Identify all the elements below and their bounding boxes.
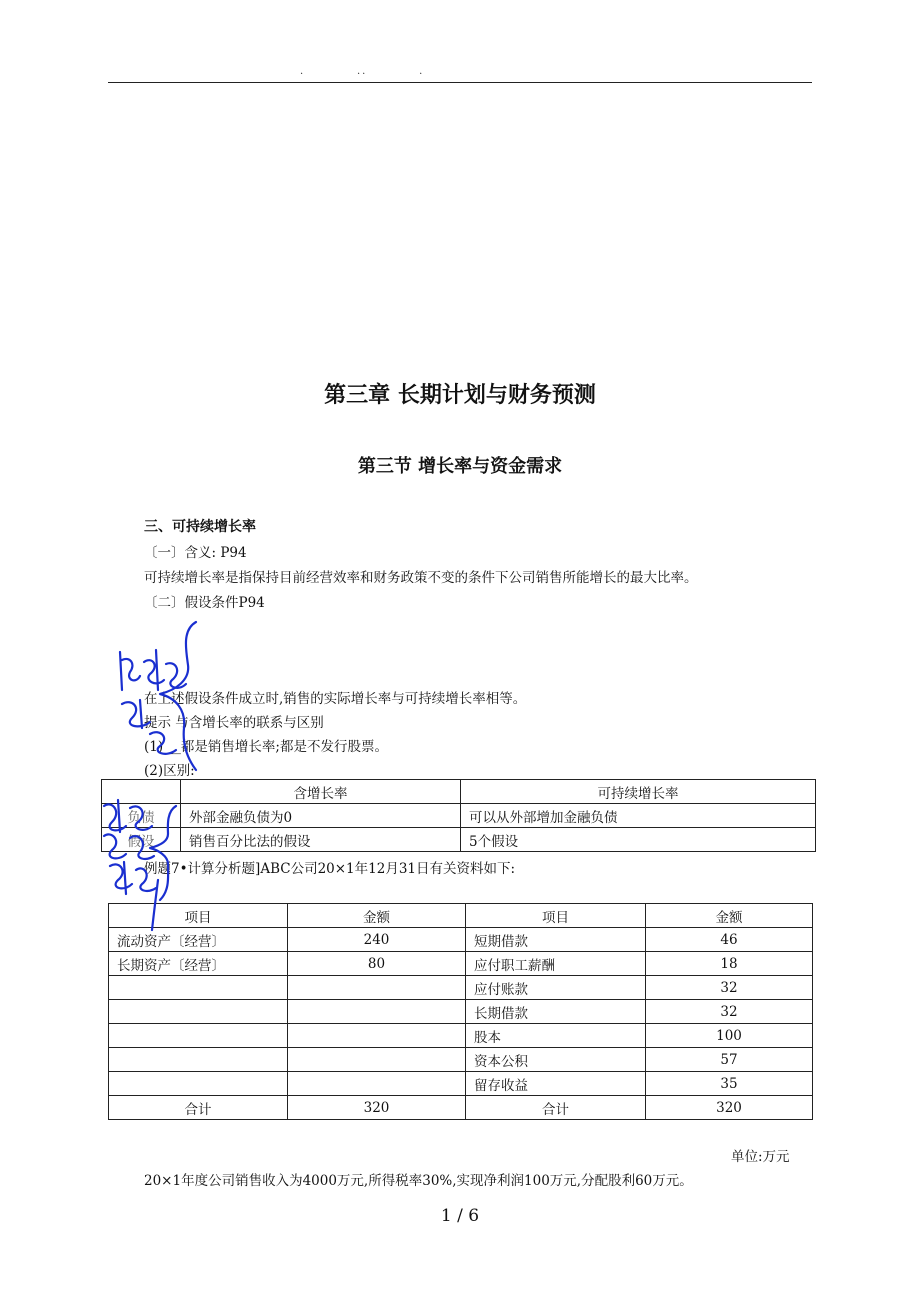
tip-line: 提示 与含增长率的联系与区别	[144, 715, 324, 731]
table-cell: 负债	[102, 804, 181, 828]
table-cell: 资本公积	[466, 1048, 646, 1072]
unit-label: 单位:万元	[731, 1149, 790, 1165]
table-cell: 假设	[102, 828, 181, 852]
section-heading: 三、可持续增长率	[144, 519, 256, 535]
table-header: 金额	[288, 904, 466, 928]
table-cell: 留存收益	[466, 1072, 646, 1096]
table-cell: 57	[646, 1048, 813, 1072]
table-cell: 销售百分比法的假设	[181, 828, 461, 852]
table-cell: 流动资产〔经营〕	[109, 928, 288, 952]
table-cell: 长期借款	[466, 1000, 646, 1024]
table-cell: 长期资产〔经营〕	[109, 952, 288, 976]
table-cell: 320	[288, 1096, 466, 1120]
table-cell: 应付职工薪酬	[466, 952, 646, 976]
assumptions-line: 〔二〕假设条件P94	[144, 595, 265, 611]
definition-line: 可持续增长率是指保持目前经营效率和财务政策不变的条件下公司销售所能增长的最大比率。	[144, 570, 698, 586]
table-header: 金额	[646, 904, 813, 928]
table-cell: 100	[646, 1024, 813, 1048]
table-cell: 32	[646, 976, 813, 1000]
table-header: 项目	[109, 904, 288, 928]
table-cell: 320	[646, 1096, 813, 1120]
meaning-line: 〔一〕含义: P94	[144, 545, 247, 561]
page-number: 1 / 6	[440, 1206, 480, 1226]
table-cell: 应付账款	[466, 976, 646, 1000]
table-cell: 46	[646, 928, 813, 952]
section-title: 第三节 增长率与资金需求	[357, 456, 563, 477]
table-header: 含增长率	[181, 780, 461, 804]
table-header: 可持续增长率	[461, 780, 816, 804]
table-cell: 35	[646, 1072, 813, 1096]
table-cell: 18	[646, 952, 813, 976]
table-cell: 80	[288, 952, 466, 976]
table-cell: 合计	[466, 1096, 646, 1120]
table-cell: 32	[646, 1000, 813, 1024]
table-cell: 可以从外部增加金融负债	[461, 804, 816, 828]
table-cell: 股本	[466, 1024, 646, 1048]
chapter-title: 第三章 长期计划与财务预测	[324, 383, 596, 408]
table-cell: 240	[288, 928, 466, 952]
header-dots: . .. .	[300, 66, 425, 77]
similarity-line: (1) __都是销售增长率;都是不发行股票。	[144, 739, 388, 755]
example-line: 例题7•计算分析题]ABC公司20×1年12月31日有关资料如下:	[144, 861, 516, 877]
table-cell: 外部金融负债为0	[181, 804, 461, 828]
table-cell: 合计	[109, 1096, 288, 1120]
difference-line: (2)区别:	[144, 763, 195, 779]
equal-note-line: 在上述假设条件成立时,销售的实际增长率与可持续增长率相等。	[144, 691, 527, 707]
footer-paragraph: 20×1年度公司销售收入为4000万元,所得税率30%,实现净利润100万元,分配股利60万元。	[144, 1173, 693, 1189]
table-header: 项目	[466, 904, 646, 928]
table-cell: 短期借款	[466, 928, 646, 952]
table-cell: 5个假设	[461, 828, 816, 852]
